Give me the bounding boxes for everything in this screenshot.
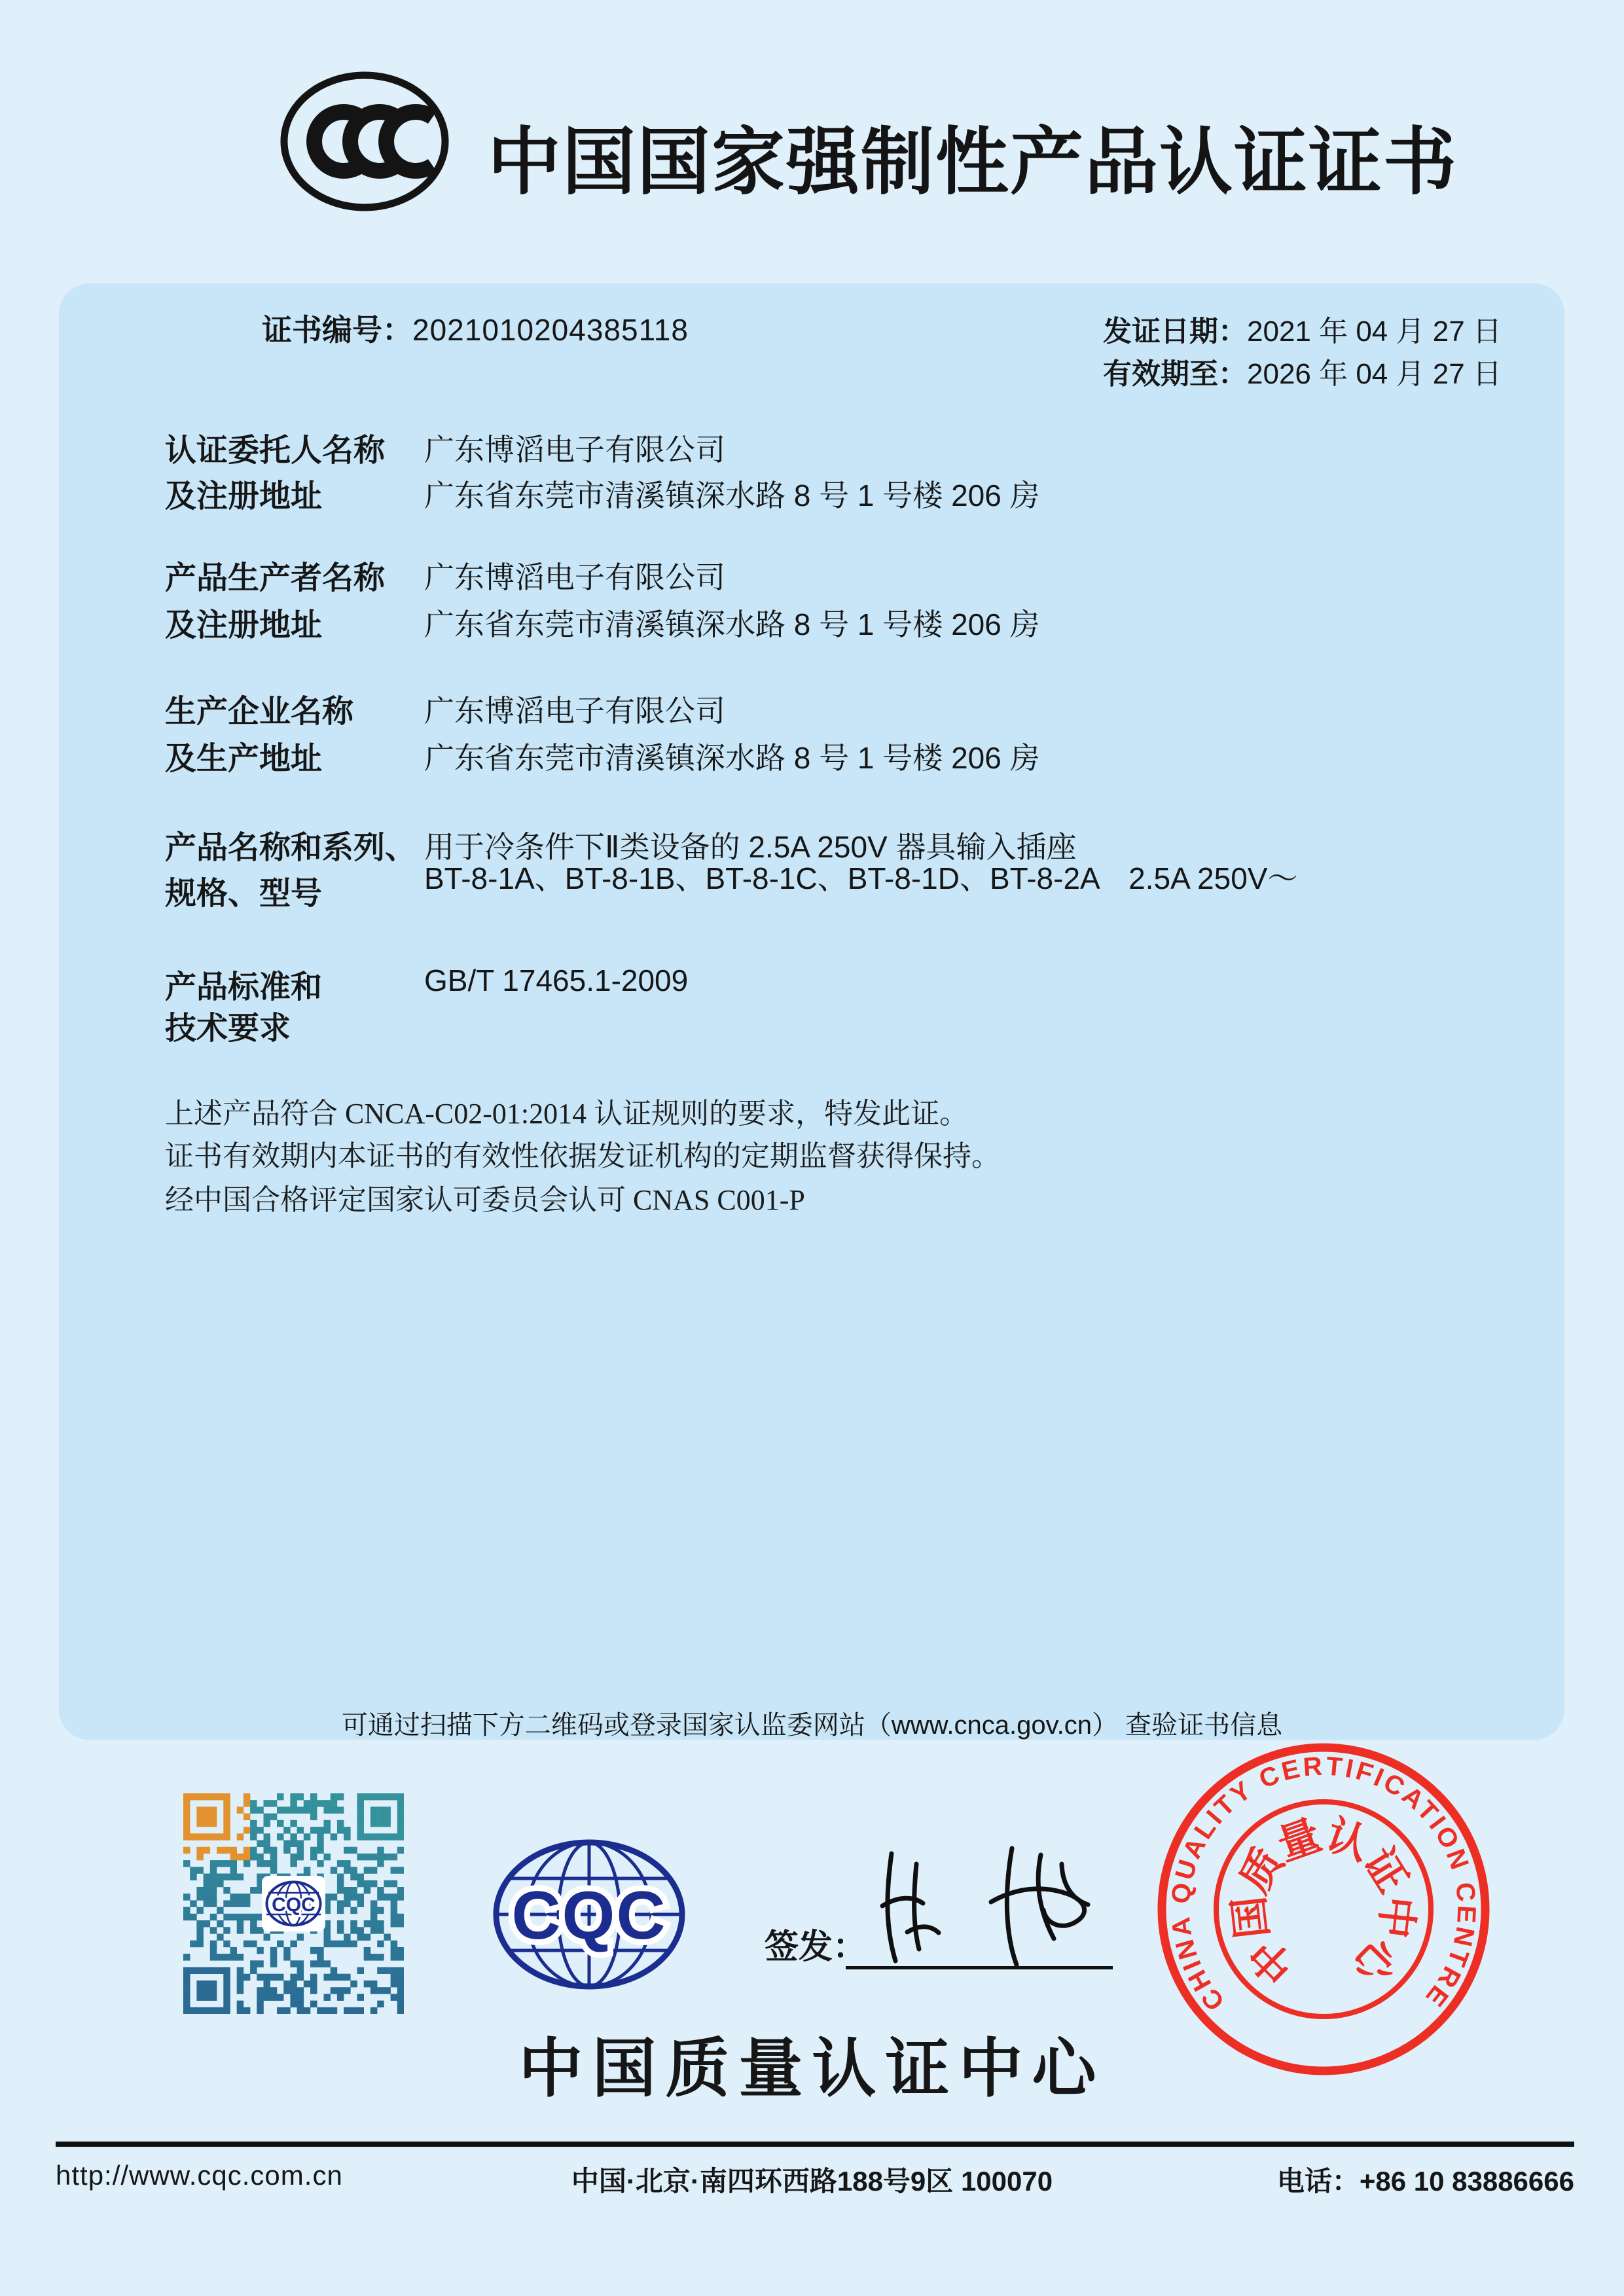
svg-text:CHINA QUALITY CERTIFICATION: CHINA QUALITY CERTIFICATION CENTRE <box>1166 1751 1481 2017</box>
field-applicant-label-line2: 及注册地址 <box>165 479 323 514</box>
field-producer-address: 广东省东莞市清溪镇深水路 8 号 1 号楼 206 房 <box>424 607 1040 641</box>
field-factory-label-line2: 及生产地址 <box>165 742 323 776</box>
field-standard-value: GB/T 17465.1-2009 <box>424 963 689 997</box>
field-factory-label-line1: 生产企业名称 <box>165 694 354 729</box>
footer-divider <box>56 2142 1574 2147</box>
field-producer-label-line2: 及注册地址 <box>165 608 323 643</box>
statement-accreditation: 经中国合格评定国家认可委员会认可 CNAS C001-P <box>165 1184 805 1216</box>
svg-text:认: 认 <box>1320 1811 1375 1869</box>
issue-date-value: 2021 年 04 月 27 日 <box>1247 315 1502 348</box>
field-applicant-name: 广东博滔电子有限公司 <box>424 433 725 467</box>
field-product-description: 用于冷条件下Ⅱ类设备的 2.5A 250V 器具输入插座 <box>424 830 1077 864</box>
qr-center-logo <box>262 1876 325 1931</box>
field-factory-name: 广东博滔电子有限公司 <box>424 694 725 728</box>
ccc-mark-icon <box>275 69 458 216</box>
valid-until-value: 2026 年 04 月 27 日 <box>1247 358 1502 390</box>
field-applicant-label-line1: 认证委托人名称 <box>165 433 386 468</box>
svg-text:心: 心 <box>1344 1929 1407 1992</box>
svg-text:中: 中 <box>1370 1893 1422 1941</box>
footer-address: 中国·北京·南四环西路188号9区 100070 <box>571 2166 1053 2197</box>
signature <box>844 1826 1126 1977</box>
sign-label: 签发： <box>765 1929 867 1966</box>
statement-validity: 证书有效期内本证书的有效性依据发证机构的定期监督获得保持。 <box>165 1140 1000 1172</box>
signature-underline <box>846 1966 1113 1969</box>
statement-compliance: 上述产品符合 CNCA-C02-01:2014 认证规则的要求，特发此证。 <box>165 1098 969 1130</box>
org-name: 中国质量认证中心 <box>518 2032 1106 2104</box>
svg-text:CQC: CQC <box>272 1894 316 1916</box>
cqc-globe-small-icon <box>262 1876 325 1931</box>
field-product-label-line1: 产品名称和系列、 <box>165 831 417 865</box>
footer-phone: 电话：+86 10 83886666 <box>1276 2166 1574 2197</box>
valid-until <box>1103 350 1502 392</box>
verification-note: 可通过扫描下方二维码或登录国家认监委网站（www.cnca.gov.cn） 查验证书信息 <box>341 1711 1283 1740</box>
page-title: 中国国家强制性产品认证证书 <box>488 121 1458 203</box>
issue-date <box>1103 308 1502 350</box>
field-product-label-line2: 规格、型号 <box>165 876 323 911</box>
certificate-number <box>262 306 689 350</box>
svg-text:质: 质 <box>1231 1840 1293 1901</box>
cqc-globe-icon <box>484 1833 694 1996</box>
svg-text:CQC: CQC <box>511 1878 667 1954</box>
field-applicant-address: 广东省东莞市清溪镇深水路 8 号 1 号楼 206 房 <box>424 478 1040 512</box>
certificate-number-value: 2021010204385118 <box>412 313 689 347</box>
svg-text:证: 证 <box>1354 1840 1416 1901</box>
field-factory-address: 广东省东莞市清溪镇深水路 8 号 1 号楼 206 房 <box>424 741 1040 775</box>
issue-date-label: 发证日期： <box>1103 315 1247 348</box>
certificate-number-label: 证书编号： <box>262 314 412 347</box>
valid-until-label: 有效期至： <box>1103 358 1247 390</box>
footer-website: http://www.cqc.com.cn <box>56 2160 343 2191</box>
svg-text:国: 国 <box>1225 1893 1277 1941</box>
svg-text:中: 中 <box>1240 1929 1303 1992</box>
field-product-models: BT-8-1A、BT-8-1B、BT-8-1C、BT-8-1D、BT-8-2A 2.5A 250V～ <box>424 861 1298 895</box>
field-standard-label-line1: 产品标准和 <box>165 970 323 1005</box>
field-standard-label-line2: 技术要求 <box>165 1011 291 1046</box>
field-producer-label-line1: 产品生产者名称 <box>165 561 386 596</box>
official-seal <box>1153 1739 1494 2079</box>
svg-text:量: 量 <box>1272 1811 1327 1869</box>
field-producer-name: 广东博滔电子有限公司 <box>424 560 725 594</box>
